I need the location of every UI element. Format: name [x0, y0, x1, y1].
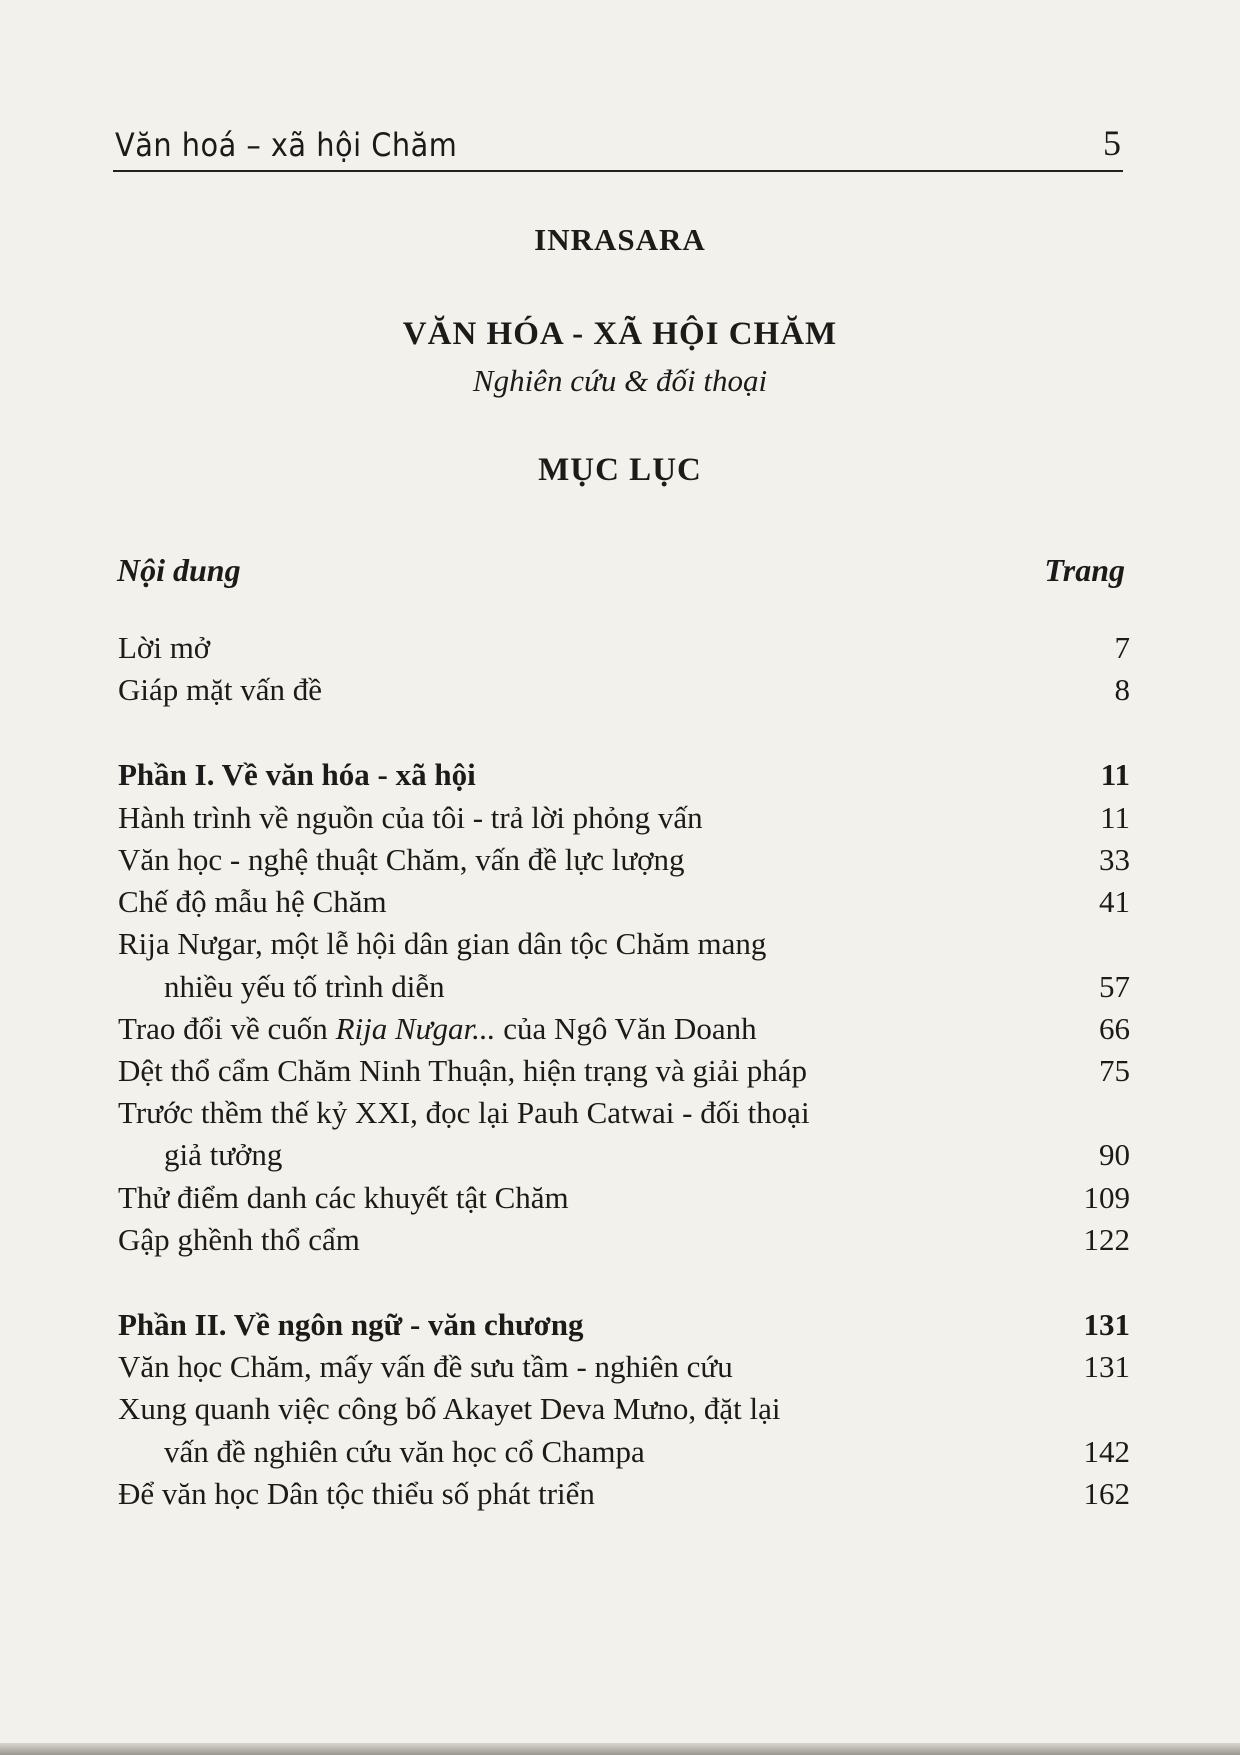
toc-entry-page: 33 — [1099, 842, 1130, 877]
toc-entry — [118, 965, 1130, 1009]
toc-entry-title: Rija Nưgar, một lễ hội dân gian dân tộc Chăm mang — [118, 926, 767, 961]
toc-entry-page: 7 — [1114, 630, 1130, 665]
toc-entry-title: Trao đổi về cuốn Rija Nưgar... của Ngô Văn Doanh — [118, 1011, 757, 1046]
toc-entry — [118, 1430, 1130, 1474]
toc-entry-title: Trước thềm thế kỷ XXI, đọc lại Pauh Catwai - đối thoại — [118, 1095, 810, 1130]
toc-entry-page: 122 — [1083, 1222, 1130, 1257]
book-title: VĂN HÓA - XÃ HỘI CHĂM — [402, 316, 838, 352]
toc-entry-title: Thử điểm danh các khuyết tật Chăm — [118, 1180, 569, 1215]
toc-entry-title: vấn đề nghiên cứu văn học cổ Champa — [164, 1434, 645, 1469]
toc-entry-page: 11 — [1100, 800, 1130, 835]
toc-entry — [118, 1007, 1130, 1051]
toc-entry-page: 11 — [1100, 757, 1130, 792]
toc-entry — [118, 1091, 1130, 1135]
toc-entry — [118, 1387, 1130, 1431]
toc-entry — [118, 880, 1130, 924]
toc-entry-page: 162 — [1083, 1476, 1130, 1511]
content-column-header: Nội dung — [117, 552, 241, 588]
toc-entry-title: nhiều yếu tố trình diễn — [164, 969, 445, 1004]
toc-entry — [118, 626, 1130, 670]
running-title: Văn hoá – xã hội Chăm — [115, 126, 458, 164]
toc-entry-title: Xung quanh việc công bố Akayet Deva Mưno, đặt lại — [118, 1391, 781, 1426]
toc-entry-title: Dệt thổ cẩm Chăm Ninh Thuận, hiện trạng và giải pháp — [118, 1053, 808, 1088]
toc-entry — [118, 796, 1130, 840]
page-column-header: Trang — [1044, 552, 1125, 588]
author-name: INRASARA — [534, 222, 706, 257]
toc-entry — [118, 1133, 1130, 1177]
toc-entry — [118, 1345, 1130, 1389]
toc-entry-title: Văn học Chăm, mấy vấn đề sưu tầm - nghiên cứu — [118, 1349, 733, 1384]
toc-entry-title: Hành trình về nguồn của tôi - trả lời phỏng vấn — [118, 800, 703, 835]
toc-entry-title: Chế độ mẫu hệ Chăm — [118, 884, 387, 919]
toc-entry-title: Lời mở — [118, 630, 211, 665]
toc-entry-title: Văn học - nghệ thuật Chăm, vấn đề lực lượng — [118, 842, 685, 877]
toc-entry — [118, 1218, 1130, 1262]
running-header — [113, 123, 1123, 172]
toc-entry-page: 75 — [1099, 1053, 1130, 1088]
toc-entry-title: Để văn học Dân tộc thiểu số phát triển — [118, 1476, 595, 1511]
toc-entry-page: 57 — [1099, 969, 1130, 1004]
toc-section-heading — [118, 1303, 1130, 1347]
toc-entry — [118, 668, 1130, 712]
toc-entry-page: 8 — [1114, 672, 1130, 707]
toc-entry-title: Phần I. Về văn hóa - xã hội — [118, 757, 476, 792]
toc-entry — [118, 1472, 1130, 1516]
toc-entry — [118, 1176, 1130, 1220]
toc-entry-page: 131 — [1083, 1349, 1130, 1384]
toc-entry-page: 131 — [1083, 1307, 1130, 1342]
toc-entry-title: giả tưởng — [164, 1137, 283, 1172]
toc-entry — [118, 922, 1130, 966]
toc-entry-title: Phần II. Về ngôn ngữ - văn chương — [118, 1307, 584, 1342]
toc-entry-page: 142 — [1083, 1434, 1130, 1469]
toc-entry — [118, 1049, 1130, 1093]
toc-entry-page: 90 — [1099, 1137, 1130, 1172]
toc-heading: MỤC LỤC — [538, 452, 702, 488]
toc-entry-title: Giáp mặt vấn đề — [118, 672, 323, 707]
toc-entry — [118, 838, 1130, 882]
toc-entry-page: 109 — [1083, 1180, 1130, 1215]
book-subtitle: Nghiên cứu & đối thoại — [472, 363, 768, 398]
toc-entry-title: Gập ghềnh thổ cẩm — [118, 1222, 360, 1257]
page-bottom-edge — [0, 1743, 1240, 1755]
page-number: 5 — [1103, 123, 1121, 163]
toc-entry-page: 41 — [1099, 884, 1130, 919]
toc-entry-page: 66 — [1099, 1011, 1130, 1046]
toc-section-heading — [118, 753, 1130, 797]
